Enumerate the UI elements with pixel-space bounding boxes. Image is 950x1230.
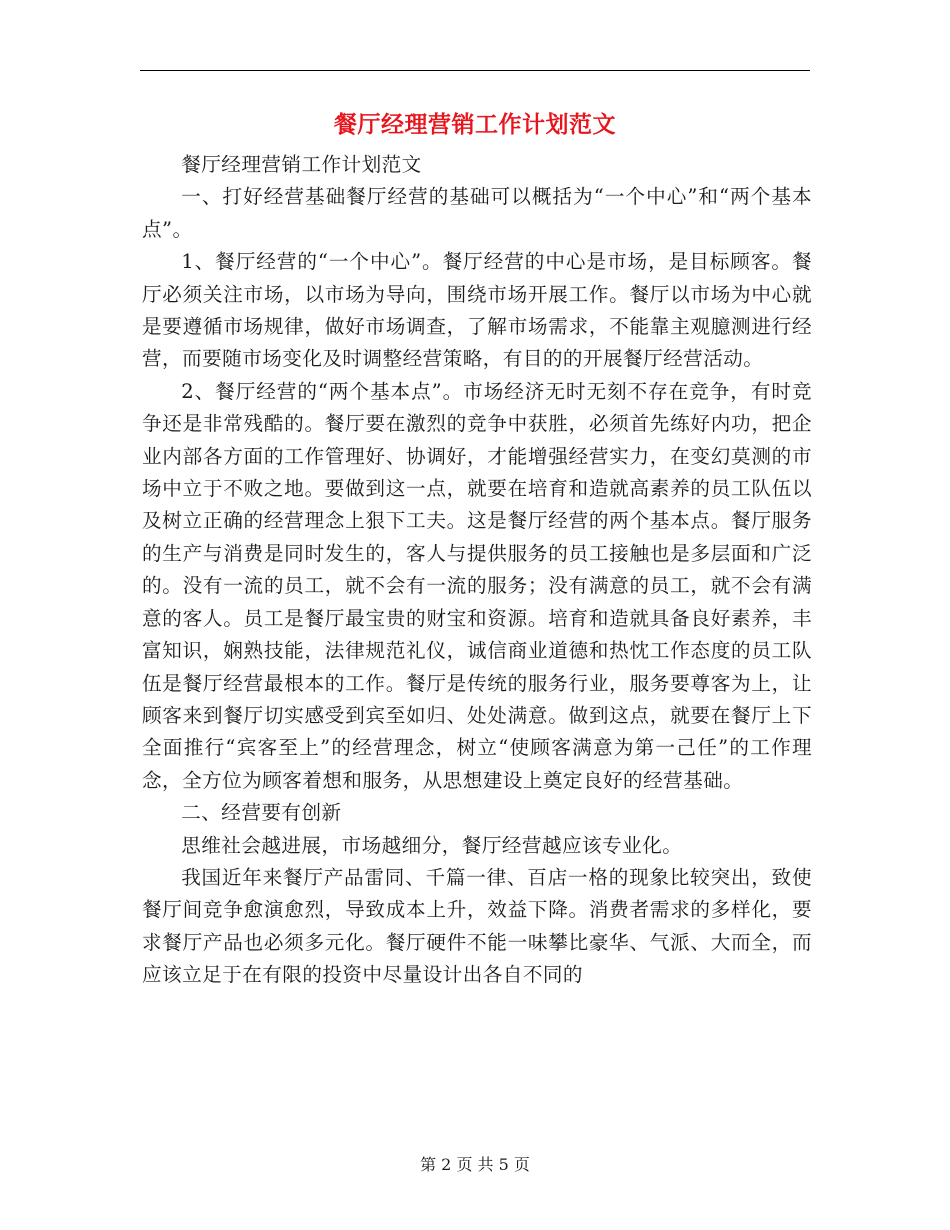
paragraph-section-2-heading: 二、经营要有创新 bbox=[181, 801, 342, 825]
page-number-footer bbox=[0, 1153, 950, 1177]
paragraph-product-diversity: 我国近年来餐厅产品雷同、千篇一律、百店一格的现象比较突出，致使餐厅间竞争愈演愈烈，导致成本上升，效益下降。消费者需求的多样化，要求餐厅产品也必须多元化。餐厅硬件不能一味攀比豪华、气派、大而全，而应该立足于在有限的投资中尽量设计出各自不同的 bbox=[142, 865, 812, 987]
paragraph-specialization: 思维社会越进展，市场越细分，餐厅经营越应该专业化。 bbox=[181, 833, 683, 857]
paragraph-subtitle: 餐厅经理营销工作计划范文 bbox=[181, 153, 422, 176]
document-body bbox=[142, 149, 812, 992]
header-rule bbox=[140, 70, 810, 71]
document-title: 餐厅经理营销工作计划范文 bbox=[334, 111, 616, 138]
paragraph-one-center: 1、餐厅经营的“一个中心”。餐厅经营的中心是市场，是目标顾客。餐厅必须关注市场，以市场为导向，围绕市场开展工作。餐厅以市场为中心就是要遵循市场规律，做好市场调查，了解市场需求，不能靠主观臆测进行经营，而要随市场变化及时调整经营策略，有目的的开展餐厅经营活动。 bbox=[142, 250, 812, 371]
page-number-label: 第 2 页 共 5 页 bbox=[420, 1155, 530, 1174]
paragraph-section-1-heading: 一、打好经营基础餐厅经营的基础可以概括为“一个中心”和“两个基本点”。 bbox=[142, 185, 812, 241]
paragraph-two-basic-points: 2、餐厅经营的“两个基本点”。市场经济无时无刻不存在竞争，有时竞争还是非常残酷的。餐厅要在激烈的竞争中获胜，必须首先练好内功，把企业内部各方面的工作管理好、协调好，才能增强经营实力，在变幻莫测的市场中立于不败之地。要做到这一点，就要在培育和造就高素养的员工队伍以及树立正确的经营理念上狠下工夫。这是餐厅经营的两个基本点。餐厅服务的生产与消费是同时发生的，客人与提供服务的员工接触也是多层面和广泛的。没有一流的员工，就不会有一流的服务；没有满意的员工，就不会有满意的客人。员工是餐厅最宝贵的财宝和资源。培育和造就具备良好素养，丰富知识，娴熟技能，法律规范礼仪，诚信商业道德和热忱工作态度的员工队伍是餐厅经营最根本的工作。餐厅是传统的服务行业，服务要尊客为上，让顾客来到餐厅切实感受到宾至如归、处处满意。做到这点，就要在餐厅上下全面推行“宾客至上”的经营理念，树立“使顾客满意为第一己任”的工作理念，全方位为顾客着想和服务，从思想建设上奠定良好的经营基础。 bbox=[142, 379, 812, 792]
